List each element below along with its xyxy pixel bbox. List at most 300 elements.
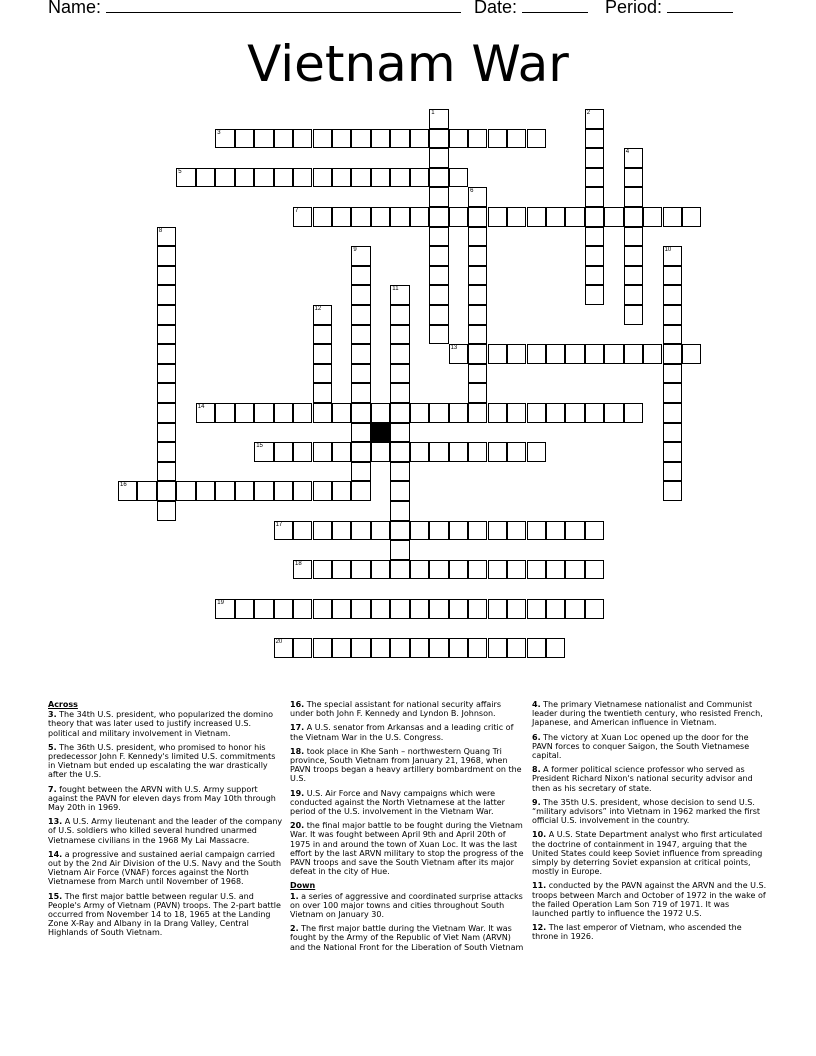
grid-cell[interactable] — [351, 129, 370, 149]
clue-number: 2 — [586, 110, 591, 116]
clue-number: 17 — [275, 521, 283, 528]
grid-cell[interactable] — [682, 344, 701, 364]
grid-cell[interactable] — [313, 344, 332, 364]
grid-cell[interactable] — [624, 266, 643, 286]
grid-cell[interactable] — [215, 168, 234, 188]
grid-cell[interactable] — [235, 481, 254, 501]
grid-cell[interactable] — [546, 403, 565, 423]
grid-cell[interactable] — [449, 344, 468, 364]
grid-cell[interactable] — [663, 207, 682, 227]
grid-cell[interactable] — [663, 383, 682, 403]
grid-cell[interactable] — [313, 129, 332, 149]
grid-cell[interactable] — [176, 481, 195, 501]
grid-cell[interactable] — [157, 325, 176, 345]
grid-cell[interactable] — [215, 129, 234, 149]
grid-cell[interactable] — [235, 129, 254, 149]
grid-cell[interactable] — [410, 442, 429, 462]
grid-cell[interactable] — [663, 462, 682, 482]
grid-cell[interactable] — [351, 207, 370, 227]
grid-cell[interactable] — [585, 207, 604, 227]
grid-cell[interactable] — [390, 540, 409, 560]
grid-cell[interactable] — [332, 638, 351, 658]
grid-cell[interactable] — [390, 305, 409, 325]
clue-item — [532, 733, 768, 761]
grid-cell[interactable] — [351, 599, 370, 619]
grid-cell[interactable] — [449, 521, 468, 541]
grid-cell[interactable] — [488, 521, 507, 541]
clue-item — [532, 765, 768, 793]
grid-cell[interactable] — [351, 285, 370, 305]
grid-cell[interactable] — [507, 344, 526, 364]
clue-number-label: 13. — [48, 817, 63, 827]
grid-cell[interactable] — [507, 403, 526, 423]
grid-cell[interactable] — [527, 442, 546, 462]
grid-cell[interactable] — [624, 227, 643, 247]
clue-number-label: 11. — [532, 881, 547, 891]
grid-cell[interactable] — [332, 403, 351, 423]
grid-cell[interactable] — [371, 403, 390, 423]
grid-cell[interactable] — [488, 638, 507, 658]
grid-cell[interactable] — [351, 246, 370, 266]
grid-cell[interactable] — [390, 129, 409, 149]
grid-cell[interactable] — [313, 168, 332, 188]
grid-cell[interactable] — [293, 442, 312, 462]
clue-number-label: 10. — [532, 830, 547, 840]
grid-cell[interactable] — [527, 599, 546, 619]
grid-cell[interactable] — [390, 423, 409, 443]
grid-cell[interactable] — [488, 129, 507, 149]
grid-cell[interactable] — [351, 560, 370, 580]
grid-cell[interactable] — [488, 403, 507, 423]
grid-cell[interactable] — [351, 462, 370, 482]
grid-cell[interactable] — [429, 521, 448, 541]
grid-cell[interactable] — [371, 638, 390, 658]
grid-cell[interactable] — [449, 638, 468, 658]
grid-cell[interactable] — [157, 246, 176, 266]
grid-cell[interactable] — [507, 521, 526, 541]
grid-cell[interactable] — [351, 344, 370, 364]
grid-cell[interactable] — [468, 521, 487, 541]
grid-cell[interactable] — [293, 521, 312, 541]
grid-cell[interactable] — [488, 560, 507, 580]
grid-cell[interactable] — [157, 423, 176, 443]
grid-cell[interactable] — [624, 168, 643, 188]
grid-cell[interactable] — [624, 187, 643, 207]
grid-cell[interactable] — [663, 442, 682, 462]
grid-cell[interactable] — [196, 481, 215, 501]
grid-cell[interactable] — [274, 168, 293, 188]
grid-cell[interactable] — [274, 599, 293, 619]
grid-cell[interactable] — [585, 109, 604, 129]
grid-cell[interactable] — [351, 442, 370, 462]
grid-cell[interactable] — [507, 442, 526, 462]
grid-cell[interactable] — [624, 305, 643, 325]
grid-cell[interactable] — [157, 364, 176, 384]
grid-cell[interactable] — [429, 305, 448, 325]
grid-cell[interactable] — [468, 305, 487, 325]
grid-cell[interactable] — [546, 521, 565, 541]
grid-cell[interactable] — [157, 462, 176, 482]
grid-cell[interactable] — [604, 403, 623, 423]
grid-cell[interactable] — [274, 638, 293, 658]
grid-cell[interactable] — [293, 481, 312, 501]
grid-cell[interactable] — [332, 129, 351, 149]
grid-cell[interactable] — [585, 560, 604, 580]
grid-cell[interactable] — [585, 246, 604, 266]
grid-cell[interactable] — [546, 599, 565, 619]
grid-cell[interactable] — [585, 187, 604, 207]
grid-cell[interactable] — [468, 442, 487, 462]
grid-cell[interactable] — [429, 638, 448, 658]
grid-cell[interactable] — [624, 148, 643, 168]
grid-cell[interactable] — [565, 403, 584, 423]
grid-cell[interactable] — [351, 481, 370, 501]
grid-cell[interactable] — [351, 383, 370, 403]
grid-cell[interactable] — [313, 560, 332, 580]
grid-cell[interactable] — [332, 599, 351, 619]
grid-cell[interactable] — [274, 521, 293, 541]
grid-cell[interactable] — [585, 599, 604, 619]
grid-cell[interactable] — [410, 521, 429, 541]
grid-cell[interactable] — [157, 481, 176, 501]
grid-cell[interactable] — [390, 599, 409, 619]
clue-number: 11 — [392, 286, 399, 293]
grid-cell[interactable] — [351, 364, 370, 384]
grid-cell[interactable] — [371, 168, 390, 188]
grid-cell[interactable] — [449, 560, 468, 580]
grid-cell[interactable] — [332, 521, 351, 541]
grid-cell[interactable] — [507, 560, 526, 580]
grid-cell[interactable] — [215, 599, 234, 619]
grid-cell[interactable] — [371, 207, 390, 227]
grid-cell[interactable] — [546, 344, 565, 364]
grid-cell[interactable] — [390, 560, 409, 580]
grid-cell[interactable] — [546, 207, 565, 227]
grid-cell[interactable] — [663, 364, 682, 384]
grid-cell[interactable] — [410, 560, 429, 580]
grid-cell[interactable] — [429, 599, 448, 619]
grid-cell[interactable] — [313, 638, 332, 658]
grid-cell[interactable] — [488, 442, 507, 462]
grid-cell[interactable] — [390, 638, 409, 658]
grid-cell[interactable] — [157, 344, 176, 364]
clue-number: 7 — [295, 208, 299, 214]
grid-cell[interactable] — [585, 344, 604, 364]
clue-text: a series of aggressive and coordinated surprise attacks on over 100 major towns and cities throughout South Vietnam on January 30. — [290, 891, 523, 920]
grid-cell[interactable] — [332, 207, 351, 227]
grid-cell[interactable] — [663, 266, 682, 286]
grid-cell[interactable] — [682, 207, 701, 227]
grid-cell[interactable] — [449, 168, 468, 188]
grid-cell[interactable] — [468, 129, 487, 149]
grid-cell[interactable] — [429, 325, 448, 345]
grid-cell[interactable] — [313, 442, 332, 462]
grid-cell[interactable] — [157, 266, 176, 286]
grid-cell[interactable] — [624, 403, 643, 423]
clue-text: A U.S. senator from Arkansas and a leading critic of the Vietnam War in the U.S. Congress. — [290, 723, 514, 742]
grid-cell[interactable] — [468, 325, 487, 345]
grid-cell[interactable] — [449, 207, 468, 227]
grid-cell[interactable] — [390, 383, 409, 403]
clue-number-label: 8. — [532, 765, 541, 775]
grid-cell[interactable] — [663, 325, 682, 345]
grid-cell[interactable] — [410, 599, 429, 619]
clue-text: The 34th U.S. president, who popularized the domino theory that was later used to justify increased U.S. political and military involvement in Vietnam. — [48, 710, 274, 738]
grid-cell[interactable] — [313, 325, 332, 345]
grid-cell[interactable] — [546, 560, 565, 580]
clue-item — [48, 710, 283, 738]
grid-cell[interactable] — [468, 364, 487, 384]
grid-cell[interactable] — [429, 227, 448, 247]
grid-cell[interactable] — [390, 325, 409, 345]
clue-text: fought between the ARVN with U.S. Army support against the PAVN for eleven days from May 10th through May 20th in 1969. — [48, 784, 276, 813]
grid-cell[interactable] — [663, 423, 682, 443]
grid-cell[interactable] — [643, 207, 662, 227]
grid-cell[interactable] — [468, 344, 487, 364]
grid-cell[interactable] — [118, 481, 137, 501]
grid-cell[interactable] — [468, 599, 487, 619]
grid-cell[interactable] — [468, 246, 487, 266]
grid-cell[interactable] — [157, 227, 176, 247]
grid-cell[interactable] — [371, 599, 390, 619]
grid-cell[interactable] — [565, 599, 584, 619]
grid-cell[interactable] — [371, 442, 390, 462]
grid-cell[interactable] — [390, 501, 409, 521]
grid-cell[interactable] — [293, 638, 312, 658]
grid-cell[interactable] — [527, 344, 546, 364]
across-heading: Across — [48, 700, 78, 709]
grid-cell[interactable] — [507, 638, 526, 658]
clue-text: The primary Vietnamese nationalist and Communist leader during the twentieth century, who resisted French, Japanese, and American influence in Vietnam. — [532, 700, 763, 728]
grid-cell[interactable] — [390, 344, 409, 364]
grid-cell[interactable] — [429, 129, 448, 149]
grid-cell[interactable] — [429, 168, 448, 188]
grid-cell[interactable] — [429, 442, 448, 462]
grid-cell[interactable] — [449, 599, 468, 619]
grid-cell[interactable] — [604, 207, 623, 227]
grid-cell[interactable] — [274, 481, 293, 501]
grid-cell[interactable] — [663, 403, 682, 423]
grid-cell[interactable] — [546, 638, 565, 658]
grid-cell[interactable] — [429, 148, 448, 168]
clue-number: 6 — [470, 188, 474, 195]
grid-cell[interactable] — [410, 207, 429, 227]
grid-cell[interactable] — [585, 129, 604, 149]
grid-cell[interactable] — [429, 403, 448, 423]
grid-cell[interactable] — [196, 168, 215, 188]
grid-cell[interactable] — [585, 148, 604, 168]
grid-cell[interactable] — [351, 168, 370, 188]
clue-text: The special assistant for national security affairs under both John F. Kennedy and Lyndon B. Johnson. — [290, 700, 501, 719]
grid-cell[interactable] — [274, 403, 293, 423]
grid-cell[interactable] — [332, 442, 351, 462]
grid-cell[interactable] — [488, 207, 507, 227]
grid-cell[interactable] — [157, 442, 176, 462]
grid-cell[interactable] — [410, 638, 429, 658]
grid-cell[interactable] — [429, 285, 448, 305]
grid-cell[interactable] — [157, 501, 176, 521]
grid-cell[interactable] — [157, 383, 176, 403]
grid-cell[interactable] — [313, 599, 332, 619]
grid-cell[interactable] — [429, 246, 448, 266]
grid-cell[interactable] — [449, 403, 468, 423]
grid-cell[interactable] — [313, 521, 332, 541]
clue-item — [290, 700, 526, 718]
grid-cell[interactable] — [585, 403, 604, 423]
grid-cell[interactable] — [507, 599, 526, 619]
grid-cell[interactable] — [157, 285, 176, 305]
grid-cell[interactable] — [488, 599, 507, 619]
grid-cell[interactable] — [565, 560, 584, 580]
grid-cell[interactable] — [351, 521, 370, 541]
clue-number-label: 20. — [290, 821, 305, 831]
grid-cell[interactable] — [351, 423, 370, 443]
grid-cell[interactable] — [585, 521, 604, 541]
grid-cell[interactable] — [468, 638, 487, 658]
grid-cell[interactable] — [468, 207, 487, 227]
grid-cell[interactable] — [235, 403, 254, 423]
clue-item — [290, 821, 526, 876]
grid-cell[interactable] — [624, 246, 643, 266]
grid-cell[interactable] — [624, 344, 643, 364]
grid-cell[interactable] — [390, 285, 409, 305]
grid-cell[interactable] — [410, 403, 429, 423]
grid-cell[interactable] — [254, 168, 273, 188]
grid-cell[interactable] — [604, 344, 623, 364]
grid-cell[interactable] — [254, 599, 273, 619]
grid-cell[interactable] — [390, 207, 409, 227]
grid-cell[interactable] — [429, 560, 448, 580]
grid-cell[interactable] — [468, 560, 487, 580]
grid-cell[interactable] — [663, 481, 682, 501]
grid-cell[interactable] — [507, 129, 526, 149]
grid-cell[interactable] — [332, 168, 351, 188]
grid-cell[interactable] — [274, 129, 293, 149]
grid-cell[interactable] — [235, 168, 254, 188]
grid-cell[interactable] — [663, 246, 682, 266]
grid-cell[interactable] — [215, 481, 234, 501]
grid-cell[interactable] — [410, 129, 429, 149]
grid-cell[interactable] — [449, 129, 468, 149]
grid-cell[interactable] — [565, 207, 584, 227]
grid-cell[interactable] — [390, 442, 409, 462]
grid-cell[interactable] — [371, 129, 390, 149]
grid-cell[interactable] — [624, 285, 643, 305]
grid-cell[interactable] — [351, 305, 370, 325]
grid-cell[interactable] — [663, 305, 682, 325]
grid-cell[interactable] — [390, 403, 409, 423]
grid-cell[interactable] — [565, 521, 584, 541]
grid-cell[interactable] — [449, 442, 468, 462]
grid-cell[interactable] — [351, 403, 370, 423]
grid-cell[interactable] — [254, 403, 273, 423]
grid-cell[interactable] — [507, 207, 526, 227]
grid-cell[interactable] — [371, 521, 390, 541]
grid-cell[interactable] — [429, 109, 448, 129]
grid-cell[interactable] — [468, 403, 487, 423]
grid-cell[interactable] — [390, 521, 409, 541]
grid-cell[interactable] — [527, 638, 546, 658]
grid-cell[interactable] — [429, 207, 448, 227]
clue-number: 1 — [431, 110, 435, 116]
grid-cell[interactable] — [332, 481, 351, 501]
grid-cell[interactable] — [527, 560, 546, 580]
grid-cell[interactable] — [468, 285, 487, 305]
grid-cell[interactable] — [274, 442, 293, 462]
grid-cell[interactable] — [527, 403, 546, 423]
grid-cell[interactable] — [390, 168, 409, 188]
grid-cell[interactable] — [663, 285, 682, 305]
grid-cell[interactable] — [624, 207, 643, 227]
grid-cell[interactable] — [313, 403, 332, 423]
grid-cell[interactable] — [390, 364, 409, 384]
grid-cell[interactable] — [468, 187, 487, 207]
clue-number: 20 — [275, 639, 283, 646]
grid-cell[interactable] — [332, 560, 351, 580]
grid-cell[interactable] — [351, 638, 370, 658]
clues-column-3 — [532, 700, 768, 947]
clue-text: The victory at Xuan Loc opened up the door for the PAVN forces to conquer Saigon, the South Vietnamese capital. — [532, 732, 750, 761]
grid-cell[interactable] — [137, 481, 156, 501]
grid-cell[interactable] — [235, 599, 254, 619]
grid-cell[interactable] — [468, 227, 487, 247]
grid-cell[interactable] — [254, 481, 273, 501]
grid-cell[interactable] — [196, 403, 215, 423]
grid-cell[interactable] — [585, 168, 604, 188]
grid-cell[interactable] — [313, 207, 332, 227]
grid-cell[interactable] — [254, 442, 273, 462]
grid-cell[interactable] — [351, 325, 370, 345]
clue-number-label: 2. — [290, 924, 299, 934]
grid-cell[interactable] — [293, 560, 312, 580]
grid-cell[interactable] — [293, 129, 312, 149]
grid-cell[interactable] — [215, 403, 234, 423]
clue-number: 16 — [120, 482, 127, 489]
grid-cell[interactable] — [488, 344, 507, 364]
grid-cell[interactable] — [176, 168, 195, 188]
grid-cell[interactable] — [468, 266, 487, 286]
grid-cell[interactable] — [313, 383, 332, 403]
grid-cell[interactable] — [429, 187, 448, 207]
grid-cell[interactable] — [157, 305, 176, 325]
grid-cell[interactable] — [157, 403, 176, 423]
grid-cell[interactable] — [468, 383, 487, 403]
grid-cell[interactable] — [410, 168, 429, 188]
grid-cell[interactable] — [293, 403, 312, 423]
grid-cell[interactable] — [527, 207, 546, 227]
grid-cell[interactable] — [527, 521, 546, 541]
grid-cell[interactable] — [565, 344, 584, 364]
grid-cell[interactable] — [663, 344, 682, 364]
grid-cell[interactable] — [585, 227, 604, 247]
grid-cell[interactable] — [643, 344, 662, 364]
grid-cell[interactable] — [585, 266, 604, 286]
grid-cell[interactable] — [313, 364, 332, 384]
grid-cell[interactable] — [429, 266, 448, 286]
grid-cell[interactable] — [371, 560, 390, 580]
grid-cell[interactable] — [390, 462, 409, 482]
grid-cell[interactable] — [293, 599, 312, 619]
grid-cell[interactable] — [254, 129, 273, 149]
grid-cell[interactable] — [351, 266, 370, 286]
grid-cell[interactable] — [313, 481, 332, 501]
grid-cell[interactable] — [293, 168, 312, 188]
grid-cell[interactable] — [585, 285, 604, 305]
grid-cell[interactable] — [390, 481, 409, 501]
grid-cell[interactable] — [527, 129, 546, 149]
grid-cell[interactable] — [293, 207, 312, 227]
grid-cell[interactable] — [313, 305, 332, 325]
